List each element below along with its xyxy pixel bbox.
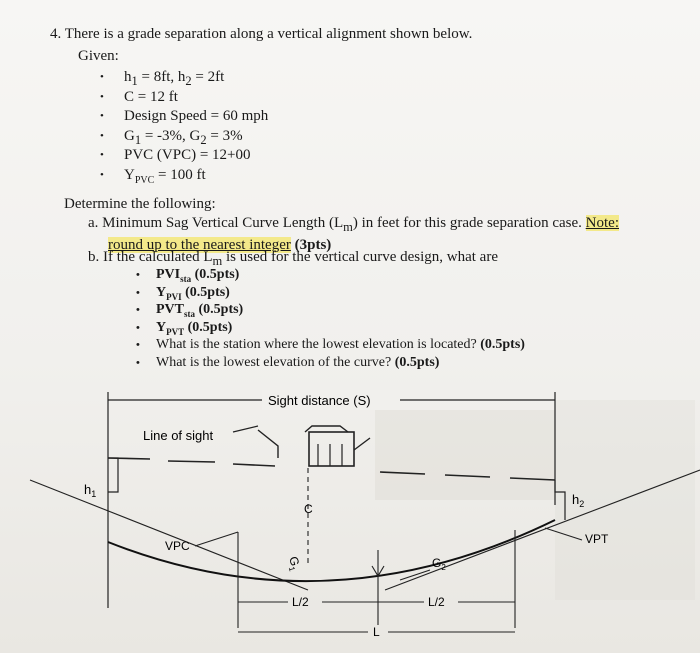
part-a: a. Minimum Sag Vertical Curve Length $(L_m)$ in feet for this grade separation case. Note: round up to the nearest integer (3pts) [88,215,619,253]
part-b-item: • What is the station where the lowest elevation is located? (0.5pts) [136,336,525,354]
h1-label: $h_1$ [84,482,97,499]
given-item: • Design Speed = 60 mph [100,107,268,127]
bullet-icon: • [100,129,104,142]
background-smudge [375,410,555,500]
vpc-label: VPC [165,539,190,553]
part-b-item: • $PVI_{sta}$ (0.5pts) [136,267,240,284]
structure-arm [258,430,278,458]
bullet-icon: • [136,286,140,299]
h2-label: $h_2$ [572,492,585,509]
part-b-list [136,266,525,371]
note-highlight: Note: [585,215,619,231]
question-title: 4. There is a grade separation along a vertical alignment shown below. [50,26,473,42]
g1-label: $G_1$ [286,554,303,573]
given-item: • C = 12 ft [100,88,268,108]
part-b-item: • What is the lowest elevation of the curve? (0.5pts) [136,354,525,372]
vpc-pointer [195,532,238,546]
given-item: • PVC (VPC) = 12+00 [100,146,268,166]
bullet-icon: • [136,304,140,316]
part-b: b. If the calculated $L_m$ is used for the vertical curve design, what are [88,249,498,268]
bullet-icon: • [100,90,104,103]
bullet-icon: • [100,168,104,181]
g2-label: $G_2$ [432,556,446,572]
line-of-sight-segment [168,461,215,462]
bullet-icon: • [136,269,140,281]
part-b-item: • $Y_{PVI}$ (0.5pts) [136,284,230,302]
vpt-label: VPT [585,532,609,546]
sag-curve-diagram [0,380,700,653]
part-b-item: • $PVT_{sta}$ (0.5pts) [136,302,244,319]
l-label: L [373,625,380,639]
overpass-structure [309,432,354,466]
grade-g1-line [30,480,308,590]
h1-bracket [108,458,118,492]
determine-heading: Determine the following: [64,196,216,212]
half-l-left-label: L/2 [292,595,309,609]
given-item: • $G_1 = -3\%$, $G_2 = 3\%$ [100,127,243,147]
half-l-right-label: L/2 [428,595,445,609]
bullet-icon: • [100,110,104,122]
sight-distance-label: Sight distance (S) [268,393,371,408]
bullet-icon: • [100,71,104,83]
round-up-highlight: round up to the nearest integer [108,237,291,253]
line-of-sight-segment [233,464,275,466]
structure-arm [354,438,370,450]
line-of-sight-label: Line of sight [143,428,214,443]
clearance-label: C [304,502,313,516]
given-item: • $Y_{PVC} = 100$ ft [100,166,206,186]
bullet-icon: • [136,321,140,334]
given-list [100,68,268,185]
bullet-icon: • [136,339,140,351]
structure-deck [305,426,348,432]
bullet-icon: • [136,356,140,369]
bullet-icon: • [100,149,104,161]
leader-line [233,426,258,432]
given-item: • $h_1 = 8ft$, $h_2 = 2ft$ [100,69,225,88]
part-b-item: • $Y_{PVT}$ (0.5pts) [136,319,233,337]
given-label: Given: [78,48,119,64]
